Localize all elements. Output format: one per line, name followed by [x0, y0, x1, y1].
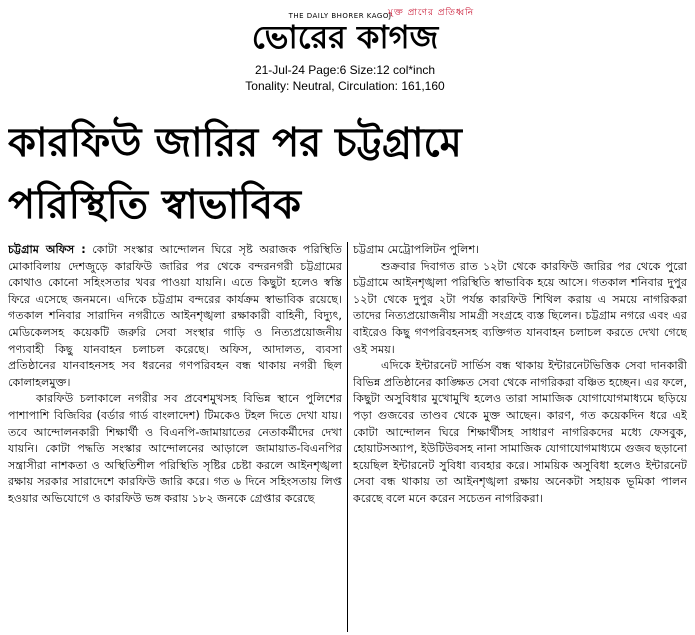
tagline: THE DAILY BHORER KAGOJ — [288, 12, 392, 20]
meta-line-tonality: Tonality: Neutral, Circulation: 161,160 — [245, 79, 445, 93]
article-column-1 — [8, 242, 342, 632]
paragraph: শুক্রবার দিবাগত রাত ১২টা থেকে কারফিউ জারির পর থেকে পুরো চট্টগ্রামে আইনশৃঙ্খলা পরিস্থিতি স্বাভাবিক হয়ে আসে। গতকাল শনিবার দুপুর ১২টা থেকে দুপুর ২টা পর্যন্ত কারফিউ শিথিল করায় এ সময়ে নাগরিকরা তাদের নিত্যপ্রয়োজনীয় সামগ্রী সংগ্রহে ব্যস্ত ছিলেন। চট্টগ্রাম নগরে এবং এর বাইরেও কিছু গণপরিবহনসহ ব্যক্তিগত যানবাহন চলাচল করতে দেখা গেছে ওই সময়। — [353, 259, 687, 356]
column-divider — [347, 242, 348, 632]
headline-line-1: কারফিউ জারির পর চট্টগ্রামে — [8, 120, 462, 166]
meta-line-date-page: 21-Jul-24 Page:6 Size:12 col*inch — [254, 63, 436, 77]
masthead — [0, 0, 695, 100]
paragraph: এদিকে ইন্টারনেট সার্ভিস বন্ধ থাকায় ইন্টারনেটভিত্তিক সেবা দানকারী বিভিন্ন প্রতিষ্ঠানের কাঙ্ক্ষিত সেবা থেকে নাগরিকরা বঞ্চিত হচ্ছেন। এর ফলে, কিছুটা অসুবিধার মুখোমুখি হলেও তারা সামাজিক যোগাযোগমাধ্যমে ছড়িয়ে পড়া গুজবের তাণ্ডব থেকে মুক্ত আছেন। কারণ, গত কয়েকদিন ধরে এই কোটা আন্দোলন ঘিরে শিক্ষার্থীসহ সাধারণ নাগরিকদের মধ্যে ফেসবুক, হোয়াটসঅ্যাপ, ইউটিউবসহ নানা সামাজিক যোগাযোগমাধ্যমে গুজব ছড়ানো হয়েছিল ইন্টারনেট সুবিধা ব্যবহার করে। সাময়িক অসুবিধা হলেও ইন্টারনেট সেবা বন্ধ থাকায় তা আইনশৃঙ্খলা রক্ষায় অনেকটা সহায়ক ভূমিকা পালন করেছে বলে মনে করেন সচেতন নাগরিকরা। — [353, 359, 687, 505]
article-body — [8, 242, 688, 632]
paragraph-text: কোটা সংস্কার আন্দোলন ঘিরে সৃষ্ট অরাজক পরিস্থিতি মোকাবিলায় দেশজুড়ে কারফিউ জারির পর থেকে বন্দরনগরী চট্টগ্রামের কোথাও কোনো সহিংসতার খবর পাওয়া যায়নি। এতে কিছুটা হলেও স্বস্তি ফিরে এসেছে জনমনে। এদিকে চট্টগ্রাম বন্দরের কার্যক্রম স্বাভাবিক রয়েছে। গতকাল শনিবার সারাদিন নগরীতে আইনশৃঙ্খলা রক্ষাকারী বাহিনী, বিদ্যুৎ, মেডিকেলসহ কয়েকটি জরুরি সেবা সংস্থার গাড়ি ও নিত্যপ্রয়োজনীয় পণ্যবাহী কিছু যানবাহন চলাচল করেছে। অফিস, আদালত, ব্যবসা প্রতিষ্ঠানের যানবাহনসহ সব ধরনের গণপরিবহন বন্ধ থাকায় নগরী ছিল কোলাহলমুক্ত। — [8, 243, 342, 389]
paragraph: কারফিউ চলাকালে নগরীর সব প্রবেশমুখসহ বিভিন্ন স্থানে পুলিশের পাশাপাশি বিজিবির (বর্ডার গার্ড বাংলাদেশ) টিমকেও টহল দিতে দেখা যায়। তবে আন্দোলনকারী শিক্ষার্থী ও বিএনপি-জামায়াতের নেতাকর্মীদের দেখা যায়নি। কোটা পদ্ধতি সংস্কার আন্দোলনের আড়ালে জামায়াত-বিএনপির সন্ত্রাসীরা নাশকতা ও অস্থিতিশীল পরিস্থিতি সৃষ্টির চেষ্টা করলে আইনশৃঙ্খলা রক্ষায় সরকার সারাদেশে কারফিউ জারি করে। গত ৬ দিনে সহিংসতায় লিপ্ত হওয়ার অভিযোগে ও কারফিউ ভঙ্গ করায় ১৮২ জনকে গ্রেপ্তার করেছে — [8, 392, 342, 505]
clipping-meta — [150, 62, 540, 94]
paragraph — [8, 242, 342, 391]
article-column-2 — [353, 242, 687, 632]
dateline: চট্টগ্রাম অফিস : — [8, 243, 86, 256]
headline-line-2: পরিস্থিতি স্বাভাবিক — [8, 182, 301, 228]
newspaper-logo: ভোরের কাগজ — [251, 18, 439, 56]
slogan: মুক্ত প্রাণের প্রতিধ্বনি — [388, 8, 475, 18]
headline — [8, 112, 688, 236]
paragraph: চট্টগ্রাম মেট্রোপলিটন পুলিশ। — [353, 243, 480, 256]
